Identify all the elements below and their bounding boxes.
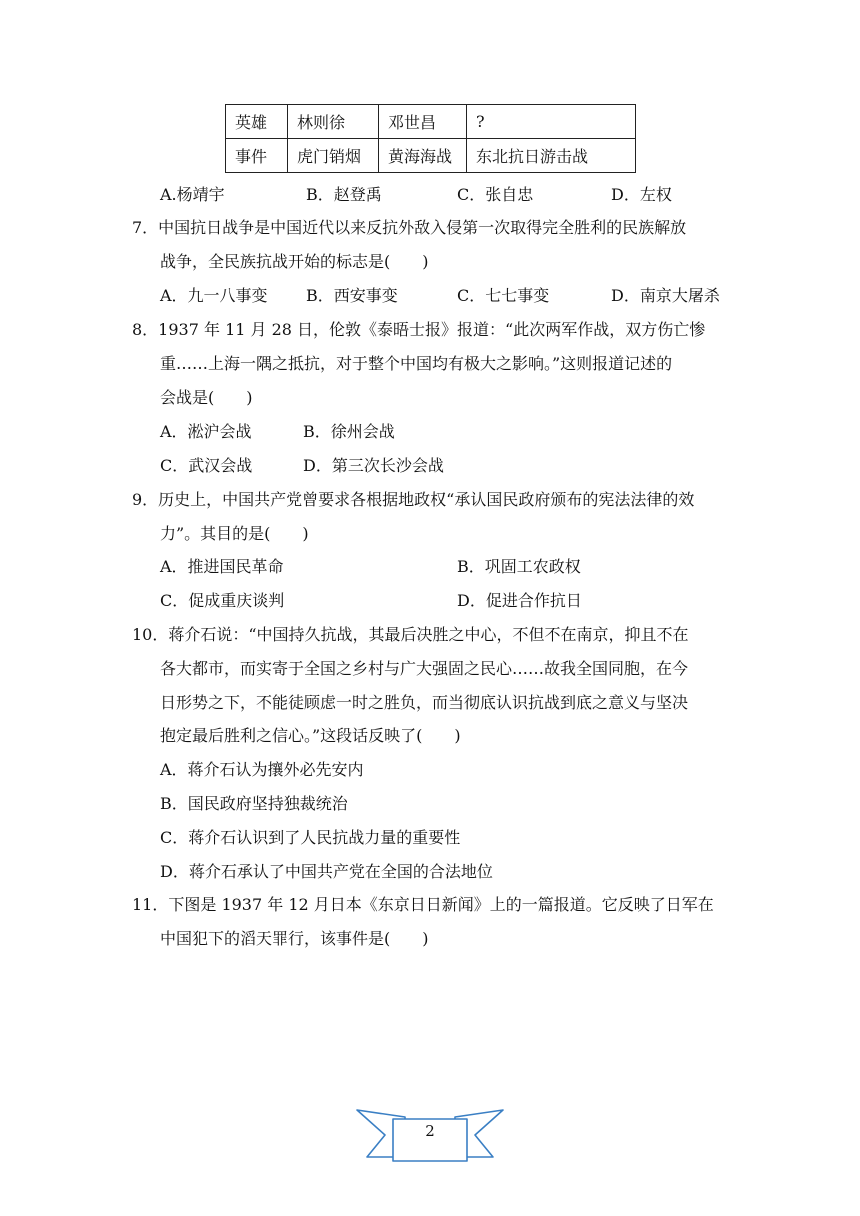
q9-option-b[interactable]: B．巩固工农政权 [457, 557, 581, 576]
q8-option-d[interactable]: D．第三次长沙会战 [303, 456, 444, 475]
q9-option-c[interactable]: C．促成重庆谈判 [160, 591, 285, 610]
q7-option-b[interactable]: B．西安事变 [306, 286, 398, 305]
table-cell: 虎门销烟 [288, 139, 379, 173]
q10-stem-line4: 抱定最后胜利之信心。”这段话反映了( ) [160, 726, 461, 745]
q8-option-a[interactable]: A．淞沪会战 [160, 422, 252, 441]
table-row [226, 105, 636, 139]
page-number: 2 [425, 1122, 435, 1140]
q10-stem-line3: 日形势之下，不能徒顾虑一时之胜负，而当彻底认识抗战到底之意义与坚决 [160, 693, 689, 712]
q6-option-d[interactable]: D．左权 [611, 185, 672, 204]
q8-stem-line1: 8．1937 年 11 月 28 日，伦敦《泰晤士报》报道：“此次两军作战，双方伤亡惨 [132, 320, 706, 339]
table-cell: ? [467, 105, 636, 139]
q10-stem-line1: 10．蒋介石说：“中国持久抗战，其最后决胜之中心，不但不在南京，抑且不在 [132, 625, 689, 644]
q10-option-a[interactable]: A．蒋介石认为攘外必先安内 [160, 760, 364, 779]
q9-option-a[interactable]: A．推进国民革命 [160, 557, 284, 576]
table-cell: 邓世昌 [379, 105, 467, 139]
hero-event-table [225, 104, 636, 173]
table-cell: 黄海海战 [379, 139, 467, 173]
q6-option-c[interactable]: C．张自忠 [457, 185, 534, 204]
table-cell: 事件 [226, 139, 288, 173]
q9-option-d[interactable]: D．促进合作抗日 [457, 591, 582, 610]
q11-stem-line1: 11．下图是 1937 年 12 月日本《东京日日新闻》上的一篇报道。它反映了日军在 [132, 895, 714, 914]
table-cell: 东北抗日游击战 [467, 139, 636, 173]
q10-option-c[interactable]: C．蒋介石认识到了人民抗战力量的重要性 [160, 828, 461, 847]
table-row [226, 139, 636, 173]
q11-stem-line2: 中国犯下的滔天罪行，该事件是( ) [160, 929, 429, 948]
q10-option-d[interactable]: D．蒋介石承认了中国共产党在全国的合法地位 [160, 862, 493, 881]
table-cell: 英雄 [226, 105, 288, 139]
q8-option-b[interactable]: B．徐州会战 [303, 422, 395, 441]
q7-option-d[interactable]: D．南京大屠杀 [611, 286, 720, 305]
table-cell: 林则徐 [288, 105, 379, 139]
q6-option-a[interactable]: A.杨靖宇 [160, 185, 225, 204]
q8-stem-line3: 会战是( ) [160, 388, 253, 407]
q7-option-a[interactable]: A．九一八事变 [160, 286, 268, 305]
q9-stem-line2: 力”。其目的是( ) [160, 524, 309, 543]
q8-stem-line2: 重……上海一隅之抵抗，对于整个中国均有极大之影响。”这则报道记述的 [160, 354, 673, 373]
q10-option-b[interactable]: B．国民政府坚持独裁统治 [160, 794, 348, 813]
q6-option-b[interactable]: B．赵登禹 [306, 185, 382, 204]
q8-option-c[interactable]: C．武汉会战 [160, 456, 253, 475]
q7-stem-line1: 7．中国抗日战争是中国近代以来反抗外敌入侵第一次取得完全胜利的民族解放 [132, 218, 687, 237]
q7-stem-line2: 战争，全民族抗战开始的标志是( ) [160, 252, 429, 271]
q10-stem-line2: 各大都市，而实寄于全国之乡村与广大强固之民心……故我全国同胞，在今 [160, 659, 689, 678]
q9-stem-line1: 9．历史上，中国共产党曾要求各根据地政权“承认国民政府颁布的宪法法律的效 [132, 490, 695, 509]
q7-option-c[interactable]: C．七七事变 [457, 286, 550, 305]
